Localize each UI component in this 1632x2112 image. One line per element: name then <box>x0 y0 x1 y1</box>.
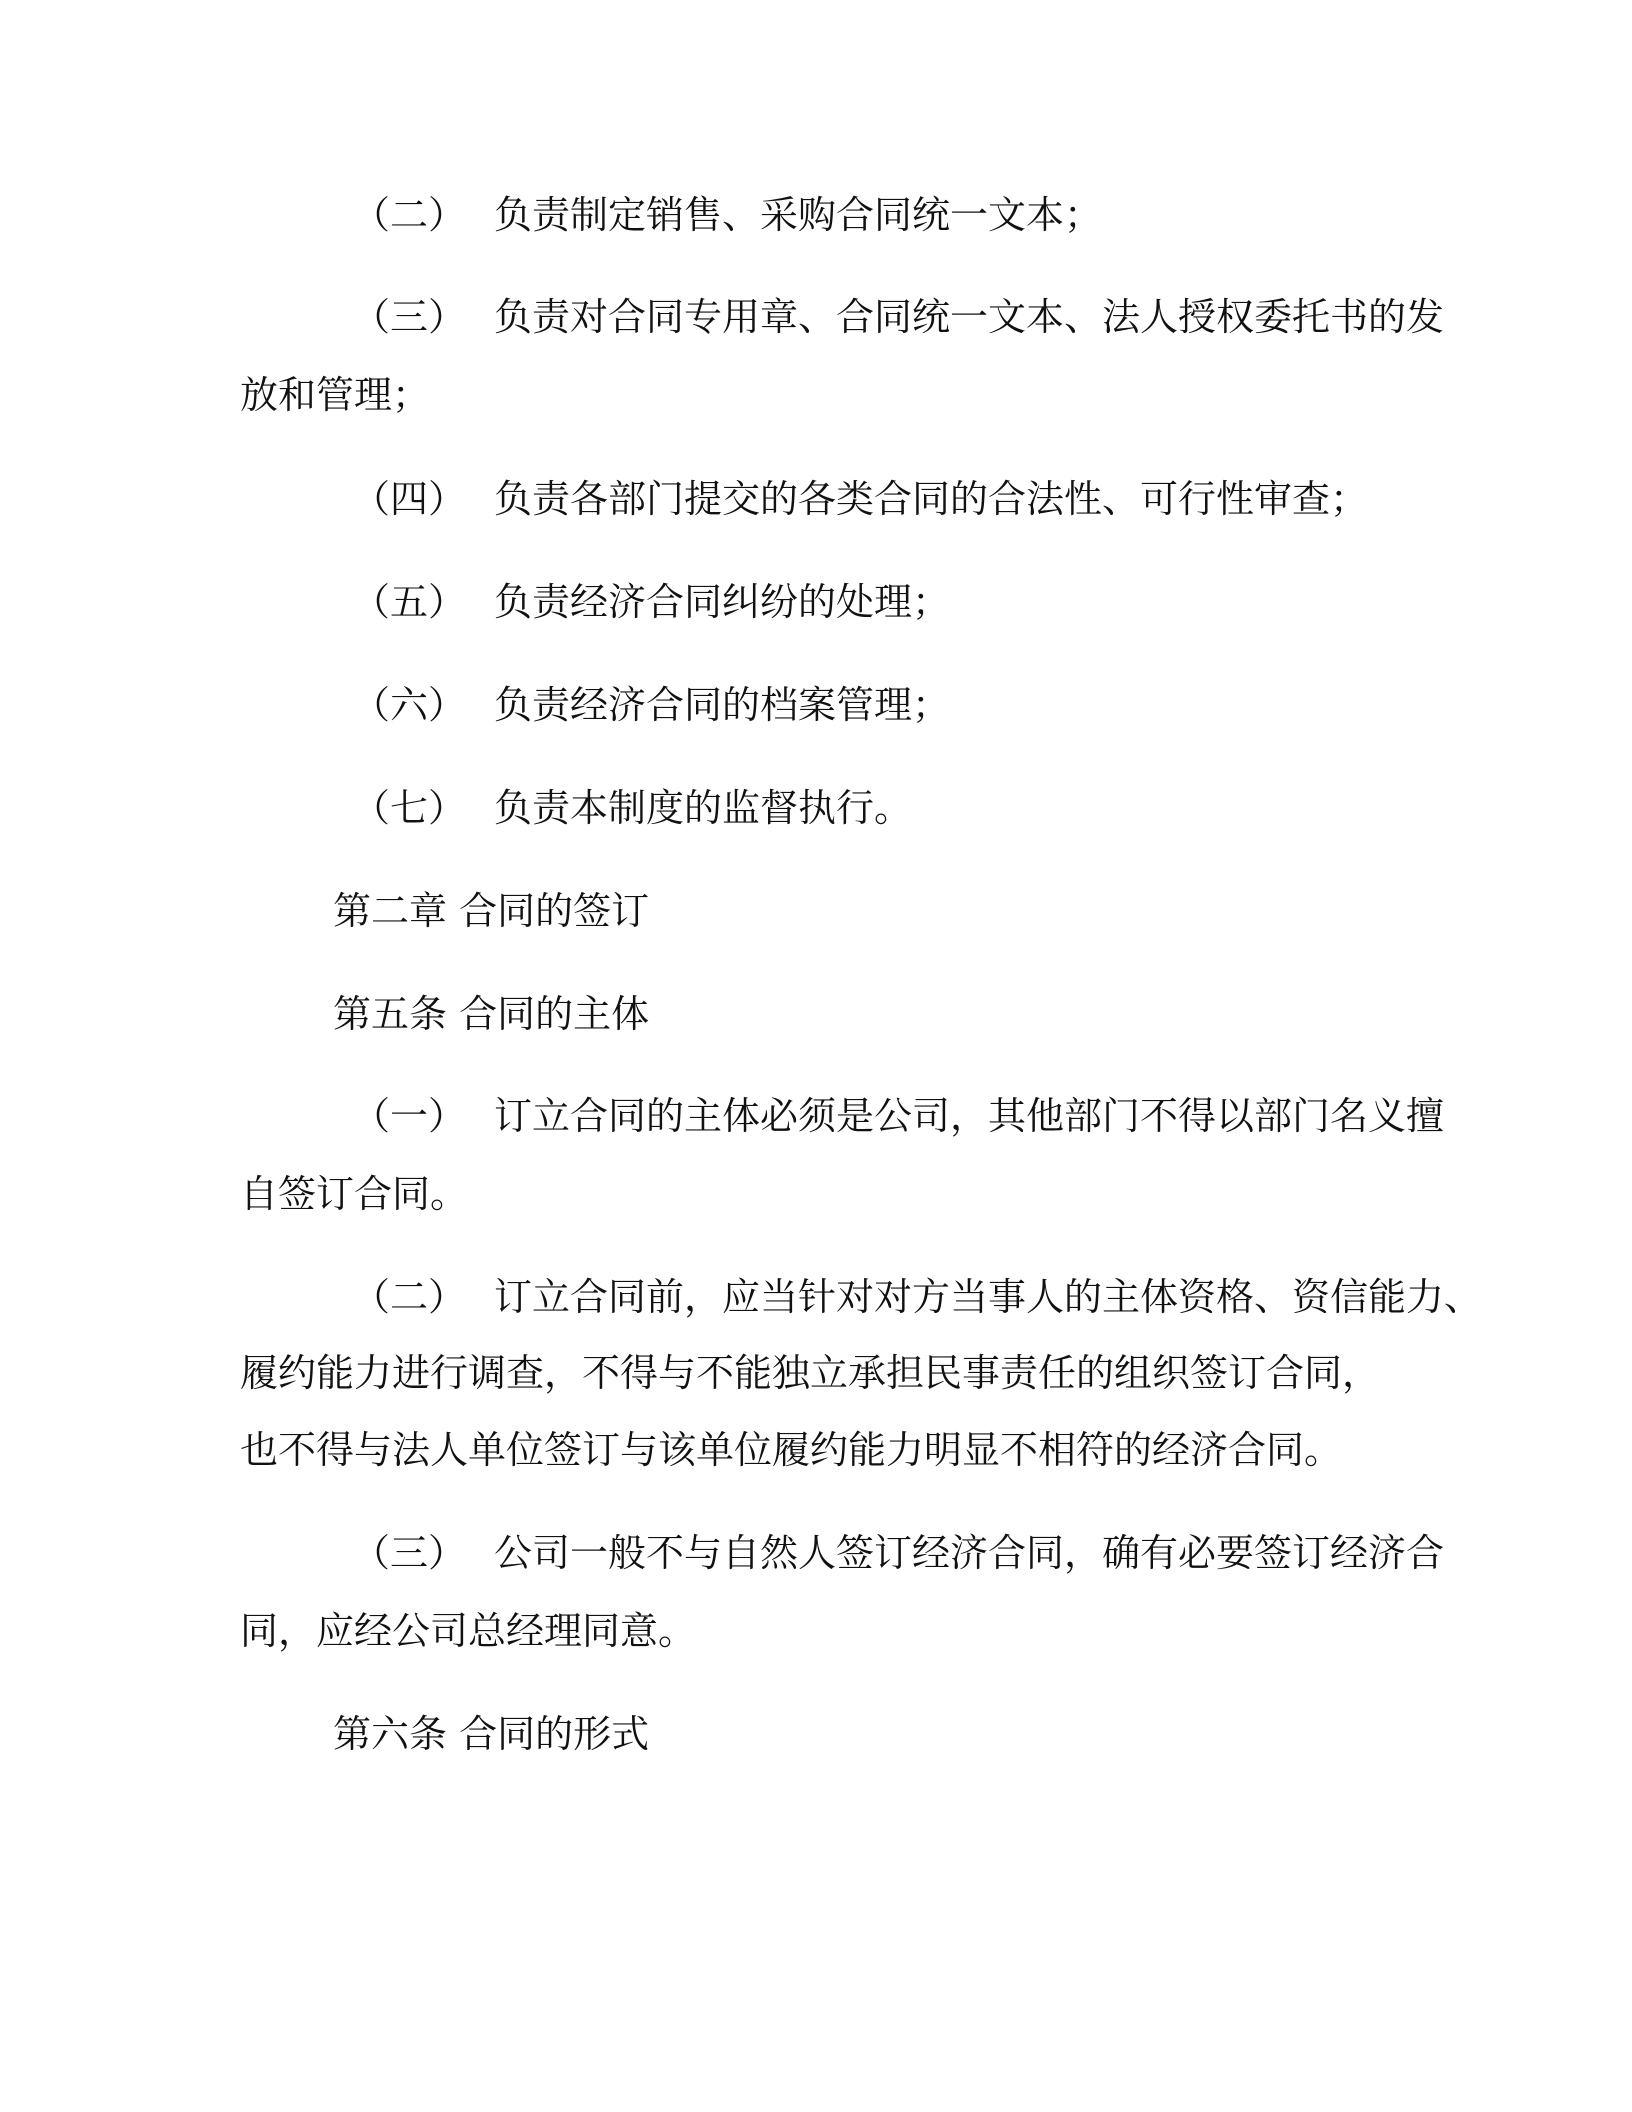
item-number: （五） <box>352 580 467 624</box>
item-7 <box>352 786 913 830</box>
article-five-item-2 <box>352 1275 1483 1319</box>
item-text: 负责对合同专用章、合同统一文本、法人授权委托书的发 <box>494 295 1445 339</box>
item-text: 订立合同前，应当针对对方当事人的主体资格、资信能力、 <box>494 1275 1483 1319</box>
article-heading: 第五条 合同的主体 <box>333 992 650 1036</box>
item-number: （三） <box>352 1531 467 1575</box>
item-number: （六） <box>352 683 467 727</box>
item-number: （二） <box>352 1275 467 1319</box>
item-number: （三） <box>352 295 467 339</box>
article-five-item-3 <box>352 1531 1445 1575</box>
item-5 <box>352 580 951 624</box>
item-2 <box>352 193 1103 237</box>
item-6 <box>352 683 951 727</box>
item-text: 负责本制度的监督执行。 <box>494 786 913 830</box>
article-heading: 第六条 合同的形式 <box>333 1712 650 1756</box>
item-number: （四） <box>352 477 467 521</box>
article-five-item-3-continuation: 同，应经公司总经理同意。 <box>240 1609 697 1653</box>
article-five-item-2-continuation: 也不得与法人单位签订与该单位履约能力明显不相符的经济合同。 <box>240 1428 1343 1472</box>
item-3-continuation: 放和管理； <box>240 373 431 417</box>
item-text: 负责经济合同纠纷的处理； <box>494 580 951 624</box>
item-text: 负责经济合同的档案管理； <box>494 683 951 727</box>
item-text: 订立合同的主体必须是公司，其他部门不得以部门名义擅 <box>494 1094 1445 1138</box>
item-number: （七） <box>352 786 467 830</box>
article-five-item-2-continuation: 履约能力进行调查，不得与不能独立承担民事责任的组织签订合同， <box>240 1351 1381 1395</box>
article-five-item-1-continuation: 自签订合同。 <box>240 1172 469 1216</box>
item-text: 负责各部门提交的各类合同的合法性、可行性审查； <box>494 477 1369 521</box>
article-five-item-1 <box>352 1094 1445 1138</box>
item-number: （二） <box>352 193 467 237</box>
chapter-heading: 第二章 合同的签订 <box>333 889 650 933</box>
item-number: （一） <box>352 1094 467 1138</box>
item-text: 负责制定销售、采购合同统一文本； <box>494 193 1103 237</box>
item-4 <box>352 477 1369 521</box>
item-3 <box>352 295 1445 339</box>
item-text: 公司一般不与自然人签订经济合同，确有必要签订经济合 <box>494 1531 1445 1575</box>
